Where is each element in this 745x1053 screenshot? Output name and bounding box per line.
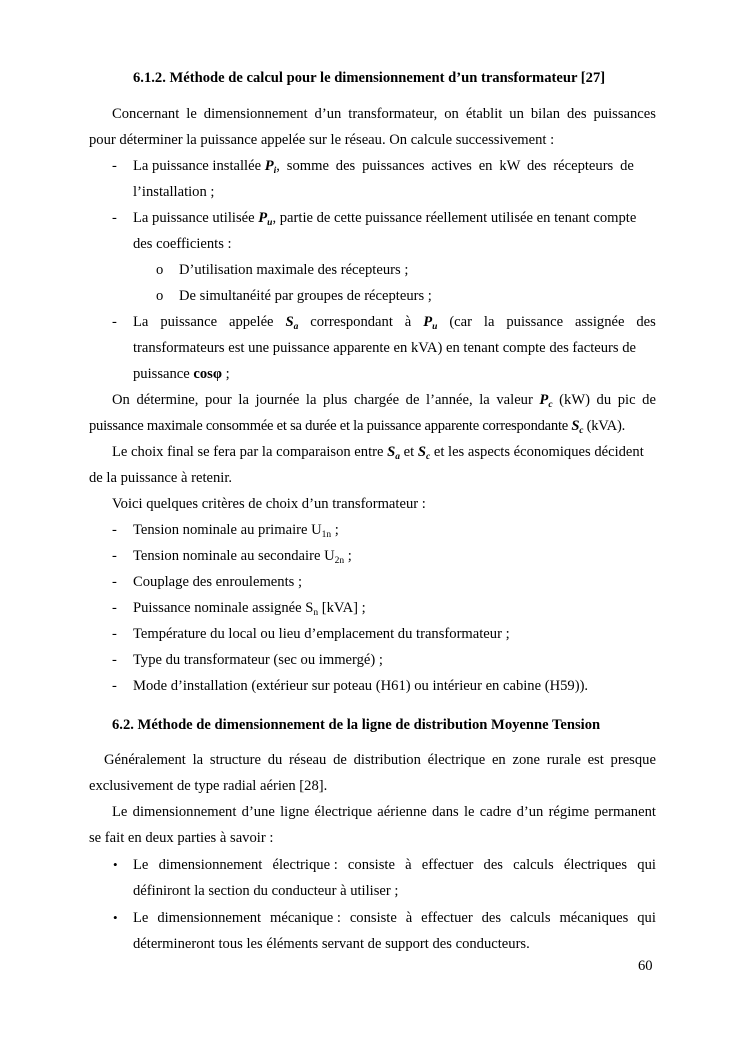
- sub-list-item: De simultanéité par groupes de récepteurs ;: [179, 288, 432, 304]
- sub-list-item: D’utilisation maximale des récepteurs ;: [179, 262, 409, 278]
- list-marker: -: [112, 600, 117, 616]
- criteria-item: Puissance nominale assignée $S_n$ [kVA] ;: [133, 600, 366, 618]
- paragraph-line: Le dimensionnement d’une ligne électrique aérienne dans le cadre d’un régime permanent: [112, 804, 656, 820]
- criteria-item: Type du transformateur (sec ou immergé) ;: [133, 652, 383, 668]
- list-item-line: l’installation ;: [133, 184, 215, 200]
- page-number: 60: [638, 958, 653, 974]
- list-marker: -: [112, 158, 117, 174]
- paragraph-line: puissance maximale consommée et sa durée et la puissance apparente correspondante $S_c$ (kVA).: [89, 418, 625, 436]
- list-marker: -: [112, 626, 117, 642]
- paragraph-line: pour déterminer la puissance appelée sur le réseau. On calcule successivement :: [89, 132, 555, 148]
- criteria-item: Température du local ou lieu d’emplacement du transformateur ;: [133, 626, 510, 642]
- list-marker: -: [112, 548, 117, 564]
- list-item-line: La puissance appelée $S_a$ correspondant à $P_u$ (car la puissance assignée des: [133, 314, 656, 332]
- bullet-marker: •: [113, 857, 118, 872]
- section-heading-6-1-2: 6.1.2. Méthode de calcul pour le dimensionnement d’un transformateur [27]: [133, 70, 606, 86]
- bullet-item-line: détermineront tous les éléments servant de support des conducteurs.: [133, 936, 530, 952]
- list-marker: -: [112, 652, 117, 668]
- paragraph-line: Généralement la structure du réseau de distribution électrique en zone rurale est presque: [104, 752, 656, 768]
- list-item-line: transformateurs est une puissance apparente en kVA) en tenant compte des facteurs de: [133, 340, 637, 356]
- paragraph-line: se fait en deux parties à savoir :: [89, 830, 274, 846]
- list-item-line: La puissance installée $P_i$, somme des puissances actives en kW des récepteurs de: [133, 158, 634, 176]
- paragraph-line: de la puissance à retenir.: [89, 470, 233, 486]
- list-marker: -: [112, 678, 117, 694]
- criteria-item: Mode d’installation (extérieur sur poteau (H61) ou intérieur en cabine (H59)).: [133, 678, 589, 694]
- bullet-item-line: définiront la section du conducteur à utiliser ;: [133, 883, 399, 899]
- list-item-line: La puissance utilisée $P_u$, partie de cette puissance réellement utilisée en tenant compte: [133, 210, 637, 228]
- paragraph-line: Concernant le dimensionnement d’un transformateur, on établit un bilan des puissances: [112, 106, 656, 122]
- bullet-item-line: Le dimensionnement électrique : consiste à effectuer des calculs électriques qui: [133, 857, 656, 873]
- criteria-item: Couplage des enroulements ;: [133, 574, 303, 590]
- list-item-line: des coefficients :: [133, 236, 232, 252]
- sub-list-marker: o: [156, 262, 164, 278]
- bullet-marker: •: [113, 910, 118, 925]
- paragraph-line: On détermine, pour la journée la plus chargée de l’année, la valeur $P_c$ (kW) du pic de: [112, 392, 656, 410]
- paragraph-line: Le choix final se fera par la comparaison entre $S_a$ et $S_c$ et les aspects économiques décident: [112, 444, 644, 462]
- section-heading-6-2: 6.2. Méthode de dimensionnement de la ligne de distribution Moyenne Tension: [112, 717, 601, 733]
- sub-list-marker: o: [156, 288, 164, 304]
- list-marker: -: [112, 314, 117, 330]
- paragraph-line: Voici quelques critères de choix d’un transformateur :: [112, 496, 426, 512]
- list-marker: -: [112, 522, 117, 538]
- paragraph-line: exclusivement de type radial aérien [28].: [89, 778, 328, 794]
- bullet-item-line: Le dimensionnement mécanique : consiste à effectuer des calculs mécaniques qui: [133, 910, 656, 926]
- criteria-item: Tension nominale au primaire $U_{1n}$ ;: [133, 522, 339, 540]
- list-item-line: puissance cosφ ;: [133, 366, 230, 382]
- list-marker: -: [112, 210, 117, 226]
- criteria-item: Tension nominale au secondaire $U_{2n}$ ;: [133, 548, 352, 566]
- list-marker: -: [112, 574, 117, 590]
